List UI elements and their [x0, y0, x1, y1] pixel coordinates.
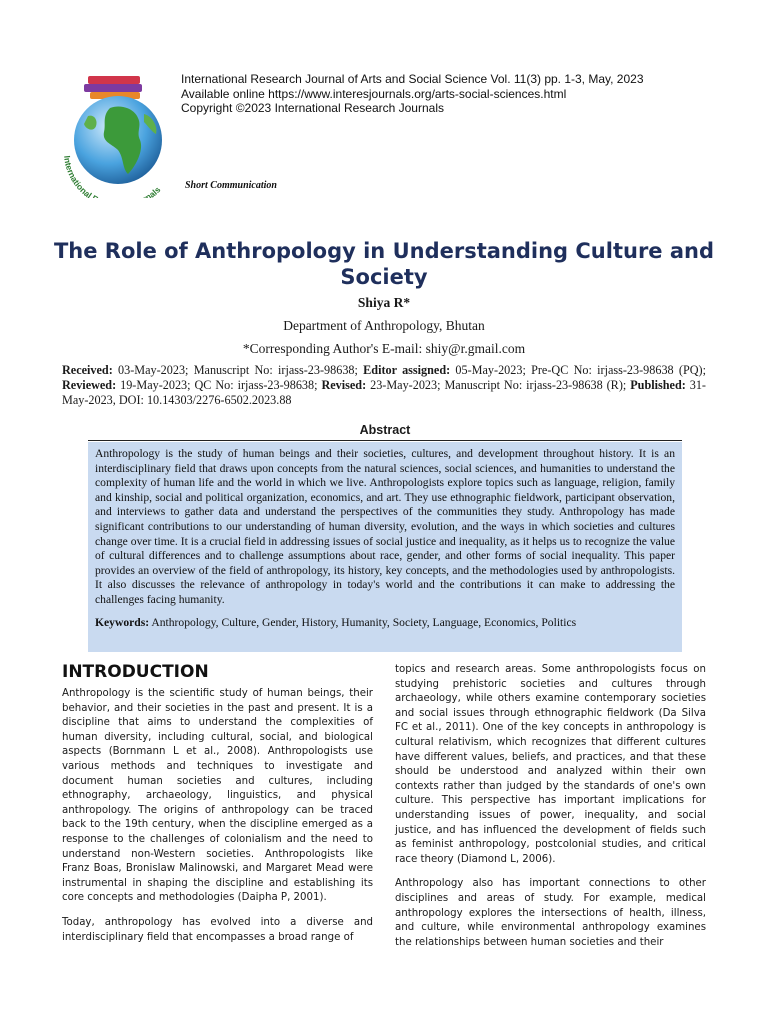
published-label: Published: [630, 378, 686, 392]
paragraph: Anthropology is the scientific study of human beings, their behavior, and their societies in the past and present. It is a discipline that aims to understand the complexities of human diversity, including cultural, social, and biological aspects (Bornmann L et al., 2008). Anthropologists use various methods and techniques to investigate and document human societies and cultures, including ethnography, archaeology, linguistics, and physical anthropology. The origins of anthropology can be traced back to the 19th century, when the discipline emerged as a response to the challenges of colonialism and the need to understand non-Western societies. Anthropologists like Franz Boas, Bronislaw Malinowski, and Margaret Mead were instrumental in shaping the discipline and establishing its core concepts and methodologies (Daipha P, 2001). [62, 688, 373, 904]
keywords [95, 616, 675, 631]
corresponding-email: *Corresponding Author's E-mail: shiy@r.gmail.com [242, 341, 526, 356]
paragraph: topics and research areas. Some anthropologists focus on studying prehistoric societies and cultures through archaeology, while others examine contemporary societies and social issues through ethnographic fieldwork (Da Silva FC et al., 2011). One of the key concepts in anthropology is cultural relativism, which recognizes that different cultures have different values, beliefs, and practices, and that these should be understood and analyzed within their own contexts rather than judged by the standards of one's own culture. This perspective has important implications for understanding issues of power, inequality, and social justice, and has influenced the development of fields such as feminist anthropology, postcolonial studies, and critical race theory (Diamond L, 2006). [395, 664, 706, 865]
journal-header [181, 72, 644, 116]
journal-citation: International Research Journal of Arts and Social Science Vol. 11(3) pp. 1-3, May, 2023 [181, 72, 644, 86]
abstract-box [88, 442, 682, 652]
received-text: 03-May-2023; Manuscript No: irjass-23-98638; [112, 363, 364, 377]
journal-logo [58, 70, 180, 198]
author-name: Shiya R* [357, 295, 411, 310]
abstract-text: Anthropology is the study of human beings and their societies, cultures, and development throughout history. It is an interdisciplinary field that draws upon concepts from the natural sciences, social sciences, and humanities to understand the complexity of human life and the world in which we live. Anthropologists explore topics such as language, religion, family and kinship, social and political organization, economics, and art. They use ethnographic fieldwork, participant observation, and interviews to gather data and understand the perspectives of the communities they study. Anthropology has made significant contributions to our understanding of human diversity, evolution, and the ways in which societies and cultures change over time. It is a crucial field in addressing issues of social justice and inequality, as it helps us to recognize the value of cultural differences and to challenge assumptions about race, gender, and other forms of social inequality. This paper provides an overview of the field of anthropology, its history, key concepts, and the methodologies used by anthropologists. It also discusses the relevance of anthropology in today's world and the contributions it can make to addressing the challenges facing humanity. [95, 447, 675, 606]
publication-dates [62, 363, 706, 408]
author-affiliation: Department of Anthropology, Bhutan [283, 318, 485, 333]
paragraph: Today, anthropology has evolved into a diverse and interdisciplinary field that encompasses a broad range of [62, 916, 373, 943]
revised-label: Revised: [321, 378, 367, 392]
paragraph: Anthropology also has important connections to other disciplines and areas of study. For example, medical anthropology explores the intersections of health, illness, and culture, while environmental anthropology examines the relationships between human societies and their [395, 878, 706, 948]
published-text: 31-May-2023, DOI: 10.14303/2276-6502.2023.88 [62, 378, 706, 407]
copyright-line: Copyright ©2023 International Research Journals [181, 101, 444, 115]
abstract-heading: Abstract [359, 423, 411, 437]
article-type: Short Communication [185, 180, 277, 191]
left-column [62, 687, 373, 955]
keywords-label: Keywords: [95, 615, 150, 629]
article-title: The Role of Anthropology in Understanding Culture and Society [53, 239, 715, 289]
section-heading-introduction: INTRODUCTION [62, 662, 209, 682]
editor-label: Editor assigned: [363, 363, 451, 377]
right-column [395, 663, 706, 960]
abstract-divider [88, 440, 682, 441]
revised-text: 23-May-2023; Manuscript No: irjass-23-98638 (R); [366, 378, 631, 392]
editor-text: 05-May-2023; Pre-QC No: irjass-23-98638 (PQ); [450, 363, 706, 377]
reviewed-label: Reviewed: [62, 378, 117, 392]
reviewed-text: 19-May-2023; QC No: irjass-23-98638; [116, 378, 322, 392]
keywords-text: Anthropology, Culture, Gender, History, Humanity, Society, Language, Economics, Politics [149, 615, 577, 629]
journal-url[interactable]: Available online https://www.interesjournals.org/arts-social-sciences.html [181, 86, 567, 101]
svg-text:International Research Journal: International nals [62, 155, 163, 198]
received-label: Received: [62, 363, 113, 377]
